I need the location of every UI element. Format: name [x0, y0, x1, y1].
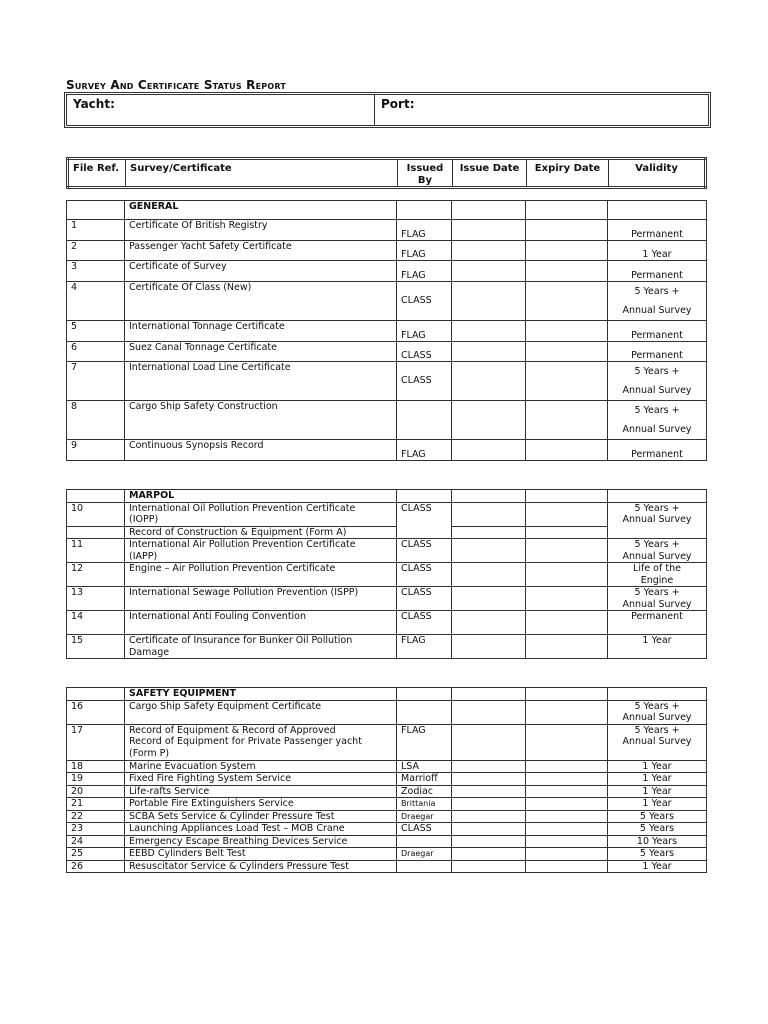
row-issue-date[interactable]: [452, 563, 526, 587]
row-issued: FLAG: [397, 321, 452, 342]
validity-line: 5 Years +: [634, 502, 680, 514]
row-name: [125, 502, 397, 526]
validity-line: Annual Survey: [622, 550, 692, 562]
row-issue-date[interactable]: [452, 539, 526, 563]
row-validity: 1 Year: [608, 785, 707, 798]
row-name: Engine – Air Pollution Prevention Certificate: [125, 563, 397, 587]
row-issue-date[interactable]: [452, 362, 526, 401]
row-name: International Load Line Certificate: [125, 362, 397, 401]
table-row: [67, 502, 707, 526]
row-issued: FLAG: [397, 440, 452, 461]
row-ref: 18: [67, 760, 125, 773]
row-issue-date[interactable]: [452, 785, 526, 798]
table-row: [67, 724, 707, 760]
row-name: Record of Construction & Equipment (Form A): [125, 526, 397, 539]
row-name: International Anti Fouling Convention: [125, 611, 397, 635]
row-issue-date[interactable]: [452, 440, 526, 461]
safety-equipment-table: [66, 687, 707, 873]
row-issue-date[interactable]: [452, 587, 526, 611]
row-validity: Permanent: [608, 440, 707, 461]
row-issued: Marrioff: [397, 773, 452, 786]
row-ref: 6: [67, 342, 125, 362]
row-ref: 24: [67, 835, 125, 848]
validity-line: 5 Years +: [634, 539, 680, 550]
row-issued: [397, 401, 452, 440]
row-ref: 25: [67, 848, 125, 861]
name-line: Record of Equipment for Private Passenger yacht: [129, 736, 362, 747]
row-issued: [397, 860, 452, 873]
row-expiry-date[interactable]: [526, 611, 608, 635]
row-name: Resuscitator Service & Cylinders Pressure Test: [125, 860, 397, 873]
row-ref: 22: [67, 810, 125, 823]
row-name: Cargo Ship Safety Equipment Certificate: [125, 700, 397, 724]
row-issued: CLASS: [397, 823, 452, 836]
col-survey: Survey/Certificate: [126, 159, 398, 188]
row-issue-date[interactable]: [452, 241, 526, 261]
row-ref: 19: [67, 773, 125, 786]
section-title-marpol: MARPOL: [125, 490, 397, 503]
row-issued: CLASS: [397, 587, 452, 611]
row-issue-date[interactable]: [452, 526, 526, 539]
table-row: [67, 261, 707, 282]
name-line: International Air Pollution Prevention Certificate: [129, 539, 356, 550]
table-row: [67, 611, 707, 635]
table-row: [67, 860, 707, 873]
row-name: Continuous Synopsis Record: [125, 440, 397, 461]
row-validity: 1 Year: [608, 798, 707, 811]
row-issued: Brittania: [397, 798, 452, 811]
row-issue-date[interactable]: [452, 261, 526, 282]
row-issue-date[interactable]: [452, 220, 526, 241]
row-issued: CLASS: [397, 282, 452, 321]
row-expiry-date[interactable]: [526, 220, 608, 241]
row-issued: FLAG: [397, 724, 452, 760]
row-ref: 2: [67, 241, 125, 261]
marpol-table: [66, 489, 707, 659]
row-name: International Tonnage Certificate: [125, 321, 397, 342]
row-issue-date[interactable]: [452, 810, 526, 823]
row-validity: [608, 700, 707, 724]
report-title: Survey And Certificate Status Report: [66, 78, 286, 92]
row-ref: 3: [67, 261, 125, 282]
row-issue-date[interactable]: [452, 635, 526, 659]
row-issue-date[interactable]: [452, 835, 526, 848]
row-expiry-date[interactable]: [526, 321, 608, 342]
row-ref: 9: [67, 440, 125, 461]
validity-line: Life of the: [633, 563, 681, 574]
validity-line: Annual Survey: [622, 598, 692, 610]
row-issue-date[interactable]: [452, 321, 526, 342]
name-line: (Form P): [129, 747, 170, 759]
row-validity: 5 Years: [608, 823, 707, 836]
row-validity: [608, 362, 707, 401]
general-table: [66, 200, 707, 461]
row-ref: 12: [67, 563, 125, 587]
row-ref: 8: [67, 401, 125, 440]
row-expiry-date[interactable]: [526, 835, 608, 848]
row-ref: 4: [67, 282, 125, 321]
validity-line: 5 Years +: [634, 286, 680, 297]
row-expiry-date[interactable]: [526, 635, 608, 659]
validity-line: 5 Years +: [634, 700, 680, 712]
row-name: Suez Canal Tonnage Certificate: [125, 342, 397, 362]
row-expiry-date[interactable]: [526, 362, 608, 401]
row-issue-date[interactable]: [452, 860, 526, 873]
row-name: [125, 539, 397, 563]
row-ref: 17: [67, 724, 125, 760]
validity-line: Annual Survey: [622, 736, 692, 747]
validity-line: 5 Years +: [634, 724, 680, 736]
name-line: (IAPP): [129, 550, 158, 562]
table-row: [67, 587, 707, 611]
row-name: Marine Evacuation System: [125, 760, 397, 773]
row-expiry-date[interactable]: [526, 261, 608, 282]
row-expiry-date[interactable]: [526, 785, 608, 798]
row-validity: 1 Year: [608, 635, 707, 659]
table-row: [67, 342, 707, 362]
row-name: [125, 635, 397, 659]
row-name: [125, 724, 397, 760]
table-row: [67, 785, 707, 798]
name-line: Record of Equipment & Record of Approved: [129, 724, 336, 736]
col-validity: Validity: [609, 159, 706, 188]
row-validity: [608, 502, 707, 539]
row-ref: 16: [67, 700, 125, 724]
row-validity: Permanent: [608, 611, 707, 635]
row-ref: 15: [67, 635, 125, 659]
row-issued: Zodiac: [397, 785, 452, 798]
table-row: [67, 401, 707, 440]
row-issued: Draegar: [397, 810, 452, 823]
table-row: [67, 760, 707, 773]
column-header-table: [66, 157, 707, 189]
row-issued: CLASS: [397, 362, 452, 401]
row-ref: 20: [67, 785, 125, 798]
row-expiry-date[interactable]: [526, 241, 608, 261]
row-validity: 1 Year: [608, 860, 707, 873]
row-validity: [608, 401, 707, 440]
section-title-safety-equipment: SAFETY EQUIPMENT: [125, 688, 397, 701]
yacht-field[interactable]: [67, 95, 375, 125]
table-row: [67, 798, 707, 811]
row-validity: Permanent: [608, 220, 707, 241]
row-validity: Permanent: [608, 261, 707, 282]
validity-line: Engine: [640, 574, 674, 586]
table-row: [67, 848, 707, 861]
port-field[interactable]: [375, 95, 708, 125]
row-validity: [608, 539, 707, 563]
row-name: Portable Fire Extinguishers Service: [125, 798, 397, 811]
row-ref: 1: [67, 220, 125, 241]
table-row: [67, 539, 707, 563]
row-issue-date[interactable]: [452, 823, 526, 836]
row-expiry-date[interactable]: [526, 526, 608, 539]
row-issue-date[interactable]: [452, 611, 526, 635]
row-ref: 11: [67, 539, 125, 563]
name-line: International Oil Pollution Prevention Certificate: [129, 502, 356, 514]
row-expiry-date[interactable]: [526, 502, 608, 526]
row-name: Passenger Yacht Safety Certificate: [125, 241, 397, 261]
row-issue-date[interactable]: [452, 401, 526, 440]
yacht-label: Yacht:: [73, 97, 115, 111]
row-expiry-date[interactable]: [526, 401, 608, 440]
row-issue-date[interactable]: [452, 773, 526, 786]
row-expiry-date[interactable]: [526, 282, 608, 321]
row-expiry-date[interactable]: [526, 342, 608, 362]
row-expiry-date[interactable]: [526, 563, 608, 587]
table-row: [67, 321, 707, 342]
row-expiry-date[interactable]: [526, 760, 608, 773]
row-expiry-date[interactable]: [526, 587, 608, 611]
row-ref: 14: [67, 611, 125, 635]
yacht-port-box: [64, 92, 711, 128]
row-name: Life-rafts Service: [125, 785, 397, 798]
row-issued: FLAG: [397, 220, 452, 241]
row-issue-date[interactable]: [452, 724, 526, 760]
row-issue-date[interactable]: [452, 760, 526, 773]
row-ref: 23: [67, 823, 125, 836]
row-issued: [397, 835, 452, 848]
table-row: [67, 635, 707, 659]
row-name: Certificate Of British Registry: [125, 220, 397, 241]
row-validity: 5 Years: [608, 810, 707, 823]
row-validity: 1 Year: [608, 241, 707, 261]
row-issue-date[interactable]: [452, 700, 526, 724]
row-expiry-date[interactable]: [526, 440, 608, 461]
validity-line: Annual Survey: [622, 424, 692, 435]
row-name: Certificate Of Class (New): [125, 282, 397, 321]
row-ref: 26: [67, 860, 125, 873]
row-expiry-date[interactable]: [526, 798, 608, 811]
row-name: Certificate of Survey: [125, 261, 397, 282]
name-line: (IOPP): [129, 514, 159, 525]
row-ref: [67, 526, 125, 539]
row-issued: [397, 700, 452, 724]
row-expiry-date[interactable]: [526, 724, 608, 760]
row-issued: CLASS: [397, 502, 452, 539]
col-issue-date: Issue Date: [453, 159, 527, 188]
row-ref: 21: [67, 798, 125, 811]
name-line: Certificate of Insurance for Bunker Oil Pollution: [129, 635, 353, 646]
port-label: Port:: [381, 97, 415, 111]
row-name: Launching Appliances Load Test – MOB Crane: [125, 823, 397, 836]
row-ref: 10: [67, 502, 125, 526]
validity-line: Annual Survey: [622, 305, 692, 316]
row-validity: 10 Years: [608, 835, 707, 848]
row-validity: 1 Year: [608, 760, 707, 773]
row-expiry-date[interactable]: [526, 823, 608, 836]
row-validity: [608, 563, 707, 587]
row-ref: 7: [67, 362, 125, 401]
row-issue-date[interactable]: [452, 798, 526, 811]
row-issue-date[interactable]: [452, 502, 526, 526]
table-row: [67, 823, 707, 836]
row-issue-date[interactable]: [452, 282, 526, 321]
row-issue-date[interactable]: [452, 342, 526, 362]
row-issued: CLASS: [397, 342, 452, 362]
row-issued: CLASS: [397, 611, 452, 635]
row-validity: Permanent: [608, 342, 707, 362]
name-line: Damage: [129, 646, 170, 658]
row-expiry-date[interactable]: [526, 810, 608, 823]
table-row: [67, 440, 707, 461]
table-row: [67, 282, 707, 321]
row-name: Emergency Escape Breathing Devices Service: [125, 835, 397, 848]
row-ref: 13: [67, 587, 125, 611]
table-row: [67, 563, 707, 587]
section-title-general: GENERAL: [125, 201, 397, 220]
row-issued: FLAG: [397, 635, 452, 659]
row-expiry-date[interactable]: [526, 773, 608, 786]
row-name: Fixed Fire Fighting System Service: [125, 773, 397, 786]
row-ref: 5: [67, 321, 125, 342]
row-issued: Draegar: [397, 848, 452, 861]
table-row: [67, 220, 707, 241]
table-row: [67, 362, 707, 401]
row-expiry-date[interactable]: [526, 860, 608, 873]
validity-line: Annual Survey: [622, 712, 692, 723]
row-validity: [608, 282, 707, 321]
row-validity: 5 Years: [608, 848, 707, 861]
col-file-ref: File Ref.: [68, 159, 126, 188]
validity-line: 5 Years +: [634, 366, 680, 377]
row-validity: [608, 724, 707, 760]
table-row: [67, 810, 707, 823]
table-row: [67, 241, 707, 261]
validity-line: Annual Survey: [622, 385, 692, 396]
validity-line: 5 Years +: [634, 587, 680, 598]
row-issued: LSA: [397, 760, 452, 773]
row-name: International Sewage Pollution Prevention (ISPP): [125, 587, 397, 611]
table-row: [67, 835, 707, 848]
validity-line: 5 Years +: [634, 405, 680, 416]
row-validity: 1 Year: [608, 773, 707, 786]
row-issued: CLASS: [397, 563, 452, 587]
row-expiry-date[interactable]: [526, 700, 608, 724]
row-issue-date[interactable]: [452, 848, 526, 861]
row-name: Cargo Ship Safety Construction: [125, 401, 397, 440]
row-name: EEBD Cylinders Belt Test: [125, 848, 397, 861]
row-validity: Permanent: [608, 321, 707, 342]
validity-line: Annual Survey: [622, 514, 692, 525]
row-issued: FLAG: [397, 261, 452, 282]
table-row: [67, 773, 707, 786]
row-name: SCBA Sets Service & Cylinder Pressure Test: [125, 810, 397, 823]
row-expiry-date[interactable]: [526, 848, 608, 861]
table-row: [67, 700, 707, 724]
row-issued: FLAG: [397, 241, 452, 261]
col-expiry-date: Expiry Date: [527, 159, 609, 188]
col-issued-by: Issued By: [398, 159, 453, 188]
row-issued: CLASS: [397, 539, 452, 563]
row-validity: [608, 587, 707, 611]
row-expiry-date[interactable]: [526, 539, 608, 563]
